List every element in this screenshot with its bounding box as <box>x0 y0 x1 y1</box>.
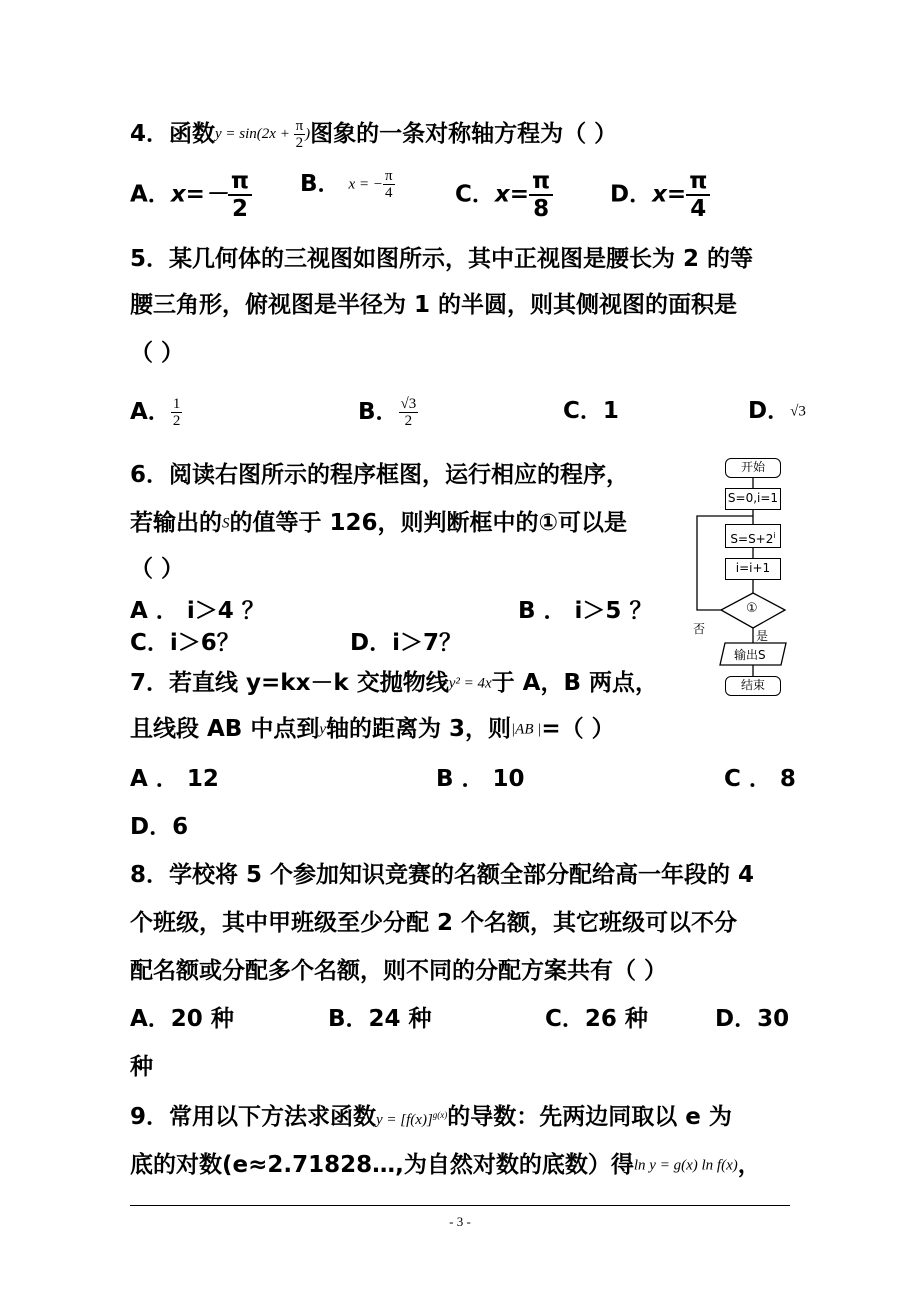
q5-line-2: 腰三角形，俯视图是半径为 1 的半圆，则其侧视图的面积是 <box>130 292 738 318</box>
q5-option-a: A． $\frac{1}{2}$ <box>130 396 181 429</box>
q4-option-a-frac: $\frac{\pi}{2}$ <box>228 168 252 222</box>
q5-option-b: B． $\frac{√3}{2}$ <box>358 396 417 429</box>
q7-option-d: D．6 <box>130 814 189 840</box>
q6-option-b: B ． i＞5 ？ <box>518 598 653 624</box>
q7-option-a: A ． 12 <box>130 766 219 792</box>
q7-option-c: C ． 8 <box>724 766 796 792</box>
q5-line-1: 5．某几何体的三视图如图所示，其中正视图是腰长为 2 的等 <box>130 246 754 272</box>
q6-option-c: C．i＞6？ <box>130 630 240 656</box>
footer-divider <box>130 1205 790 1206</box>
q4-option-b-frac: $\frac{\pi}{4}$ <box>384 168 393 201</box>
q6-line-3: （ ） <box>130 556 185 582</box>
flowchart-update-i: i=i+1 <box>725 558 781 580</box>
q9-line-2: 底的对数(e≈2.71828…,为自然对数的底数）得ln y = g(x) ln f(x)， <box>130 1152 761 1178</box>
flowchart-end: 结束 <box>725 676 781 696</box>
q6-line-1: 6．阅读右图所示的程序框图，运行相应的程序， <box>130 462 630 488</box>
q9-function-formula: $y = [f(x)]^{g(x)}$ <box>376 1110 448 1128</box>
q5-option-d: D．√3 <box>748 398 806 424</box>
flowchart-init: S=0,i=1 <box>725 488 781 510</box>
q7-line-2: 且线段 AB 中点到y轴的距离为 3，则|AB |=（ ） <box>130 716 615 742</box>
q8-line-3: 配名额或分配多个名额，则不同的分配方案共有（ ） <box>130 958 668 984</box>
flowchart-update-s: $S=S+2^i$ <box>725 524 781 548</box>
q5-option-c: C．1 <box>563 398 619 424</box>
q8-line-2: 个班级，其中甲班级至少分配 2 个名额，其它班级可以不分 <box>130 910 738 936</box>
q4-lead: 4．函数 <box>130 121 216 147</box>
q6-line-2: 若输出的S的值等于 126，则判断框中的①可以是 <box>130 510 627 536</box>
q4-formula-frac: $\frac{\pi}{2}$ <box>295 118 304 151</box>
flowchart-start: 开始 <box>725 458 781 478</box>
q4-option-d: D．x= $\frac{\pi}{4}$ <box>610 168 710 222</box>
q8-option-d: D．30 <box>715 1006 790 1032</box>
q4-tail: 图象的一条对称轴方程为（ ） <box>310 121 618 147</box>
q5-option-a-frac: $\frac{1}{2}$ <box>172 396 181 429</box>
flowchart-output: 输出S <box>734 648 766 662</box>
q8-option-a: A．20 种 <box>130 1006 234 1032</box>
q8-option-b: B．24 种 <box>328 1006 432 1032</box>
q6-option-d: D．i＞7？ <box>350 630 462 656</box>
q8-line-1: 8．学校将 5 个参加知识竞赛的名额全部分配给高一年段的 4 <box>130 862 755 888</box>
q4-option-a: A．x=－ $\frac{\pi}{2}$ <box>130 168 252 222</box>
q4-option-c-frac: $\frac{\pi}{8}$ <box>529 168 553 222</box>
flowchart-condition: ① <box>746 601 758 616</box>
q8-option-c: C．26 种 <box>545 1006 648 1032</box>
q4-option-b: B． x = − $\frac{\pi}{4}$ <box>300 168 393 201</box>
q4-formula-text: y = sin(2x + <box>215 125 294 142</box>
flowchart-no-label: 否 <box>693 622 706 636</box>
q5-line-3: （ ） <box>130 340 185 366</box>
q7-line-1: 7．若直线 y=kx－k 交抛物线y² = 4x于 A，B 两点， <box>130 670 659 696</box>
q7-option-b: B ． 10 <box>436 766 525 792</box>
q4-formula: y = sin(2x + $\frac{\pi}{2}$ ) <box>215 118 311 151</box>
q5-option-b-frac: $\frac{√3}{2}$ <box>400 396 417 429</box>
q4-option-d-frac: $\frac{\pi}{4}$ <box>686 168 710 222</box>
q4-option-c: C．x= $\frac{\pi}{8}$ <box>455 168 553 222</box>
page-number: - 3 - <box>449 1214 471 1229</box>
q6-option-a: A ． i＞4 ？ <box>130 598 265 624</box>
q4-stem <box>130 118 617 151</box>
flowchart-yes-label: 是 <box>756 629 769 643</box>
q8-option-d-continued: 种 <box>130 1054 153 1080</box>
q9-line-1: 9．常用以下方法求函数$y = [f(x)]^{g(x)}$的导数：先两边同取以 e 为 <box>130 1104 732 1130</box>
